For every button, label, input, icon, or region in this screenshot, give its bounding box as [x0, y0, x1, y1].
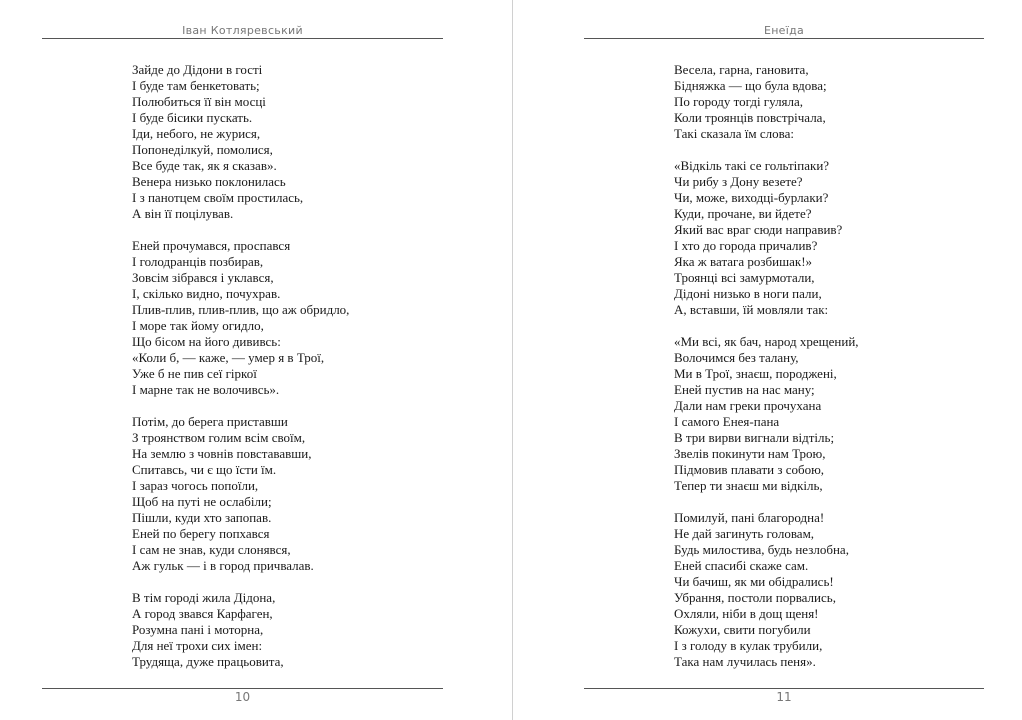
- verse-line: Чи бачиш, як ми обідрались!: [674, 574, 834, 589]
- verse-line: Дідоні низько в ноги пали,: [674, 286, 822, 301]
- verse-line: Пішли, куди хто запопав.: [132, 510, 272, 525]
- verse-line: Еней прочумався, проспався: [132, 238, 291, 253]
- verse-line: Чи рибу з Дону везете?: [674, 174, 803, 189]
- verse-line: По городу тогді гуляла,: [674, 94, 804, 109]
- stanza: [674, 334, 994, 494]
- verse-line: В тім городі жила Дідона,: [132, 590, 276, 605]
- verse-line: Полюбиться її він мосці: [132, 94, 266, 109]
- verse-line: Дали нам греки прочухана: [674, 398, 822, 413]
- verse-line: Звелів покинути нам Трою,: [674, 446, 826, 461]
- verse-line: Весела, гарна, гановита,: [674, 62, 809, 77]
- right-page: [511, 0, 1022, 720]
- verse-line: Спитавсь, чи є що їсти їм.: [132, 462, 277, 477]
- verse-line: Убрання, постоли порвались,: [674, 590, 836, 605]
- verse-line: А город звався Карфаген,: [132, 606, 273, 621]
- verse-line: Бідняжка — що була вдова;: [674, 78, 827, 93]
- running-head-title: Енеїда: [763, 24, 805, 37]
- verse-line: І марне так не волочивсь».: [132, 382, 280, 397]
- verse-line: В три вирви вигнали відтіль;: [674, 430, 835, 445]
- verse-line: А, вставши, їй мовляли так:: [674, 302, 829, 317]
- stanza: [674, 510, 994, 670]
- verse-line: Щоб на путі не ослабіли;: [132, 494, 272, 509]
- verse-line: Плив-плив, плив-плив, що аж обридло,: [132, 302, 350, 317]
- verse-line: Будь милостива, будь незлобна,: [674, 542, 849, 557]
- verse-line: Не дай загинуть головам,: [674, 526, 815, 541]
- verse-line: І, скілько видно, почухрав.: [132, 286, 281, 301]
- verse-line: Розумна пані і моторна,: [132, 622, 264, 637]
- verse-line: Уже б не пив сеї гіркої: [132, 366, 257, 381]
- verse-line: Венера низько поклонилась: [132, 174, 286, 189]
- stanza: [132, 590, 452, 670]
- verse-line: Зовсім зібрався і уклався,: [132, 270, 274, 285]
- verse-line: Еней пустив на нас ману;: [674, 382, 815, 397]
- verse-line: На землю з човнів повстававши,: [132, 446, 312, 461]
- header-rule: [584, 38, 984, 39]
- stanza: [674, 158, 994, 318]
- verse-line: Такі сказала їм слова:: [674, 126, 794, 141]
- verse-line: І з голоду в кулак трубили,: [674, 638, 823, 653]
- verse-line: І хто до города причалив?: [674, 238, 818, 253]
- verse-line: І з панотцем своїм простилась,: [132, 190, 304, 205]
- verse-line: І море так йому огидло,: [132, 318, 264, 333]
- verse-line: І зараз чогось попоїли,: [132, 478, 259, 493]
- verse-line: Така нам лучилась пеня».: [674, 654, 816, 669]
- page-number: 10: [234, 690, 251, 704]
- verse-line: Тепер ти знаєш ми відкіль,: [674, 478, 823, 493]
- verse-line: Троянці всі замурмотали,: [674, 270, 815, 285]
- footer-rule: [584, 688, 984, 689]
- verse-line: Що бісом на його дививсь:: [132, 334, 281, 349]
- verse-line: Зайде до Дідони в гості: [132, 62, 263, 77]
- verse-line: Помилуй, пані благородна!: [674, 510, 825, 525]
- verse-line: Підмовив плавати з собою,: [674, 462, 825, 477]
- verse-line: Все буде так, як я сказав».: [132, 158, 277, 173]
- poem-text: [674, 62, 994, 670]
- poem-text: [132, 62, 452, 670]
- stanza: [674, 62, 994, 142]
- stanza: [132, 238, 452, 398]
- verse-line: «Коли б, — каже, — умер я в Трої,: [132, 350, 325, 365]
- verse-line: І самого Енея-пана: [674, 414, 780, 429]
- verse-line: Попонеділкуй, помолися,: [132, 142, 273, 157]
- verse-line: Ми в Трої, знаєш, породжені,: [674, 366, 837, 381]
- verse-line: Трудяща, дуже працьовита,: [132, 654, 284, 669]
- verse-line: «Відкіль такі се гольтіпаки?: [674, 158, 830, 173]
- verse-line: І буде бісики пускать.: [132, 110, 253, 125]
- verse-line: Аж гульк — і в город причвалав.: [132, 558, 314, 573]
- verse-line: З троянством голим всім своїм,: [132, 430, 306, 445]
- verse-line: Іди, небого, не журися,: [132, 126, 261, 141]
- footer-rule: [42, 688, 443, 689]
- verse-line: І сам не знав, куди слонявся,: [132, 542, 291, 557]
- verse-line: Кожухи, свити погубили: [674, 622, 811, 637]
- header-rule: [42, 38, 443, 39]
- verse-line: Потім, до берега приставши: [132, 414, 288, 429]
- verse-line: Коли троянців повстрічала,: [674, 110, 826, 125]
- verse-line: Яка ж ватага розбишак!»: [674, 254, 813, 269]
- stanza: [132, 62, 452, 222]
- verse-line: Волочимся без талану,: [674, 350, 799, 365]
- verse-line: Охляли, ніби в дощ щеня!: [674, 606, 819, 621]
- verse-line: Для неї трохи сих імен:: [132, 638, 263, 653]
- page-number: 11: [776, 690, 792, 704]
- verse-line: Який вас враг сюди направив?: [674, 222, 843, 237]
- verse-line: І голодранців позбирав,: [132, 254, 264, 269]
- stanza: [132, 414, 452, 574]
- verse-line: Еней спасибі скаже сам.: [674, 558, 809, 573]
- running-head-author: Іван Котляревський: [182, 24, 303, 37]
- verse-line: Чи, може, виходці-бурлаки?: [674, 190, 829, 205]
- verse-line: І буде там бенкетовать;: [132, 78, 260, 93]
- verse-line: «Ми всі, як бач, народ хрещений,: [674, 334, 859, 349]
- verse-line: Куди, прочане, ви йдете?: [674, 206, 812, 221]
- verse-line: Еней по берегу попхався: [132, 526, 270, 541]
- verse-line: А він її поцілував.: [132, 206, 234, 221]
